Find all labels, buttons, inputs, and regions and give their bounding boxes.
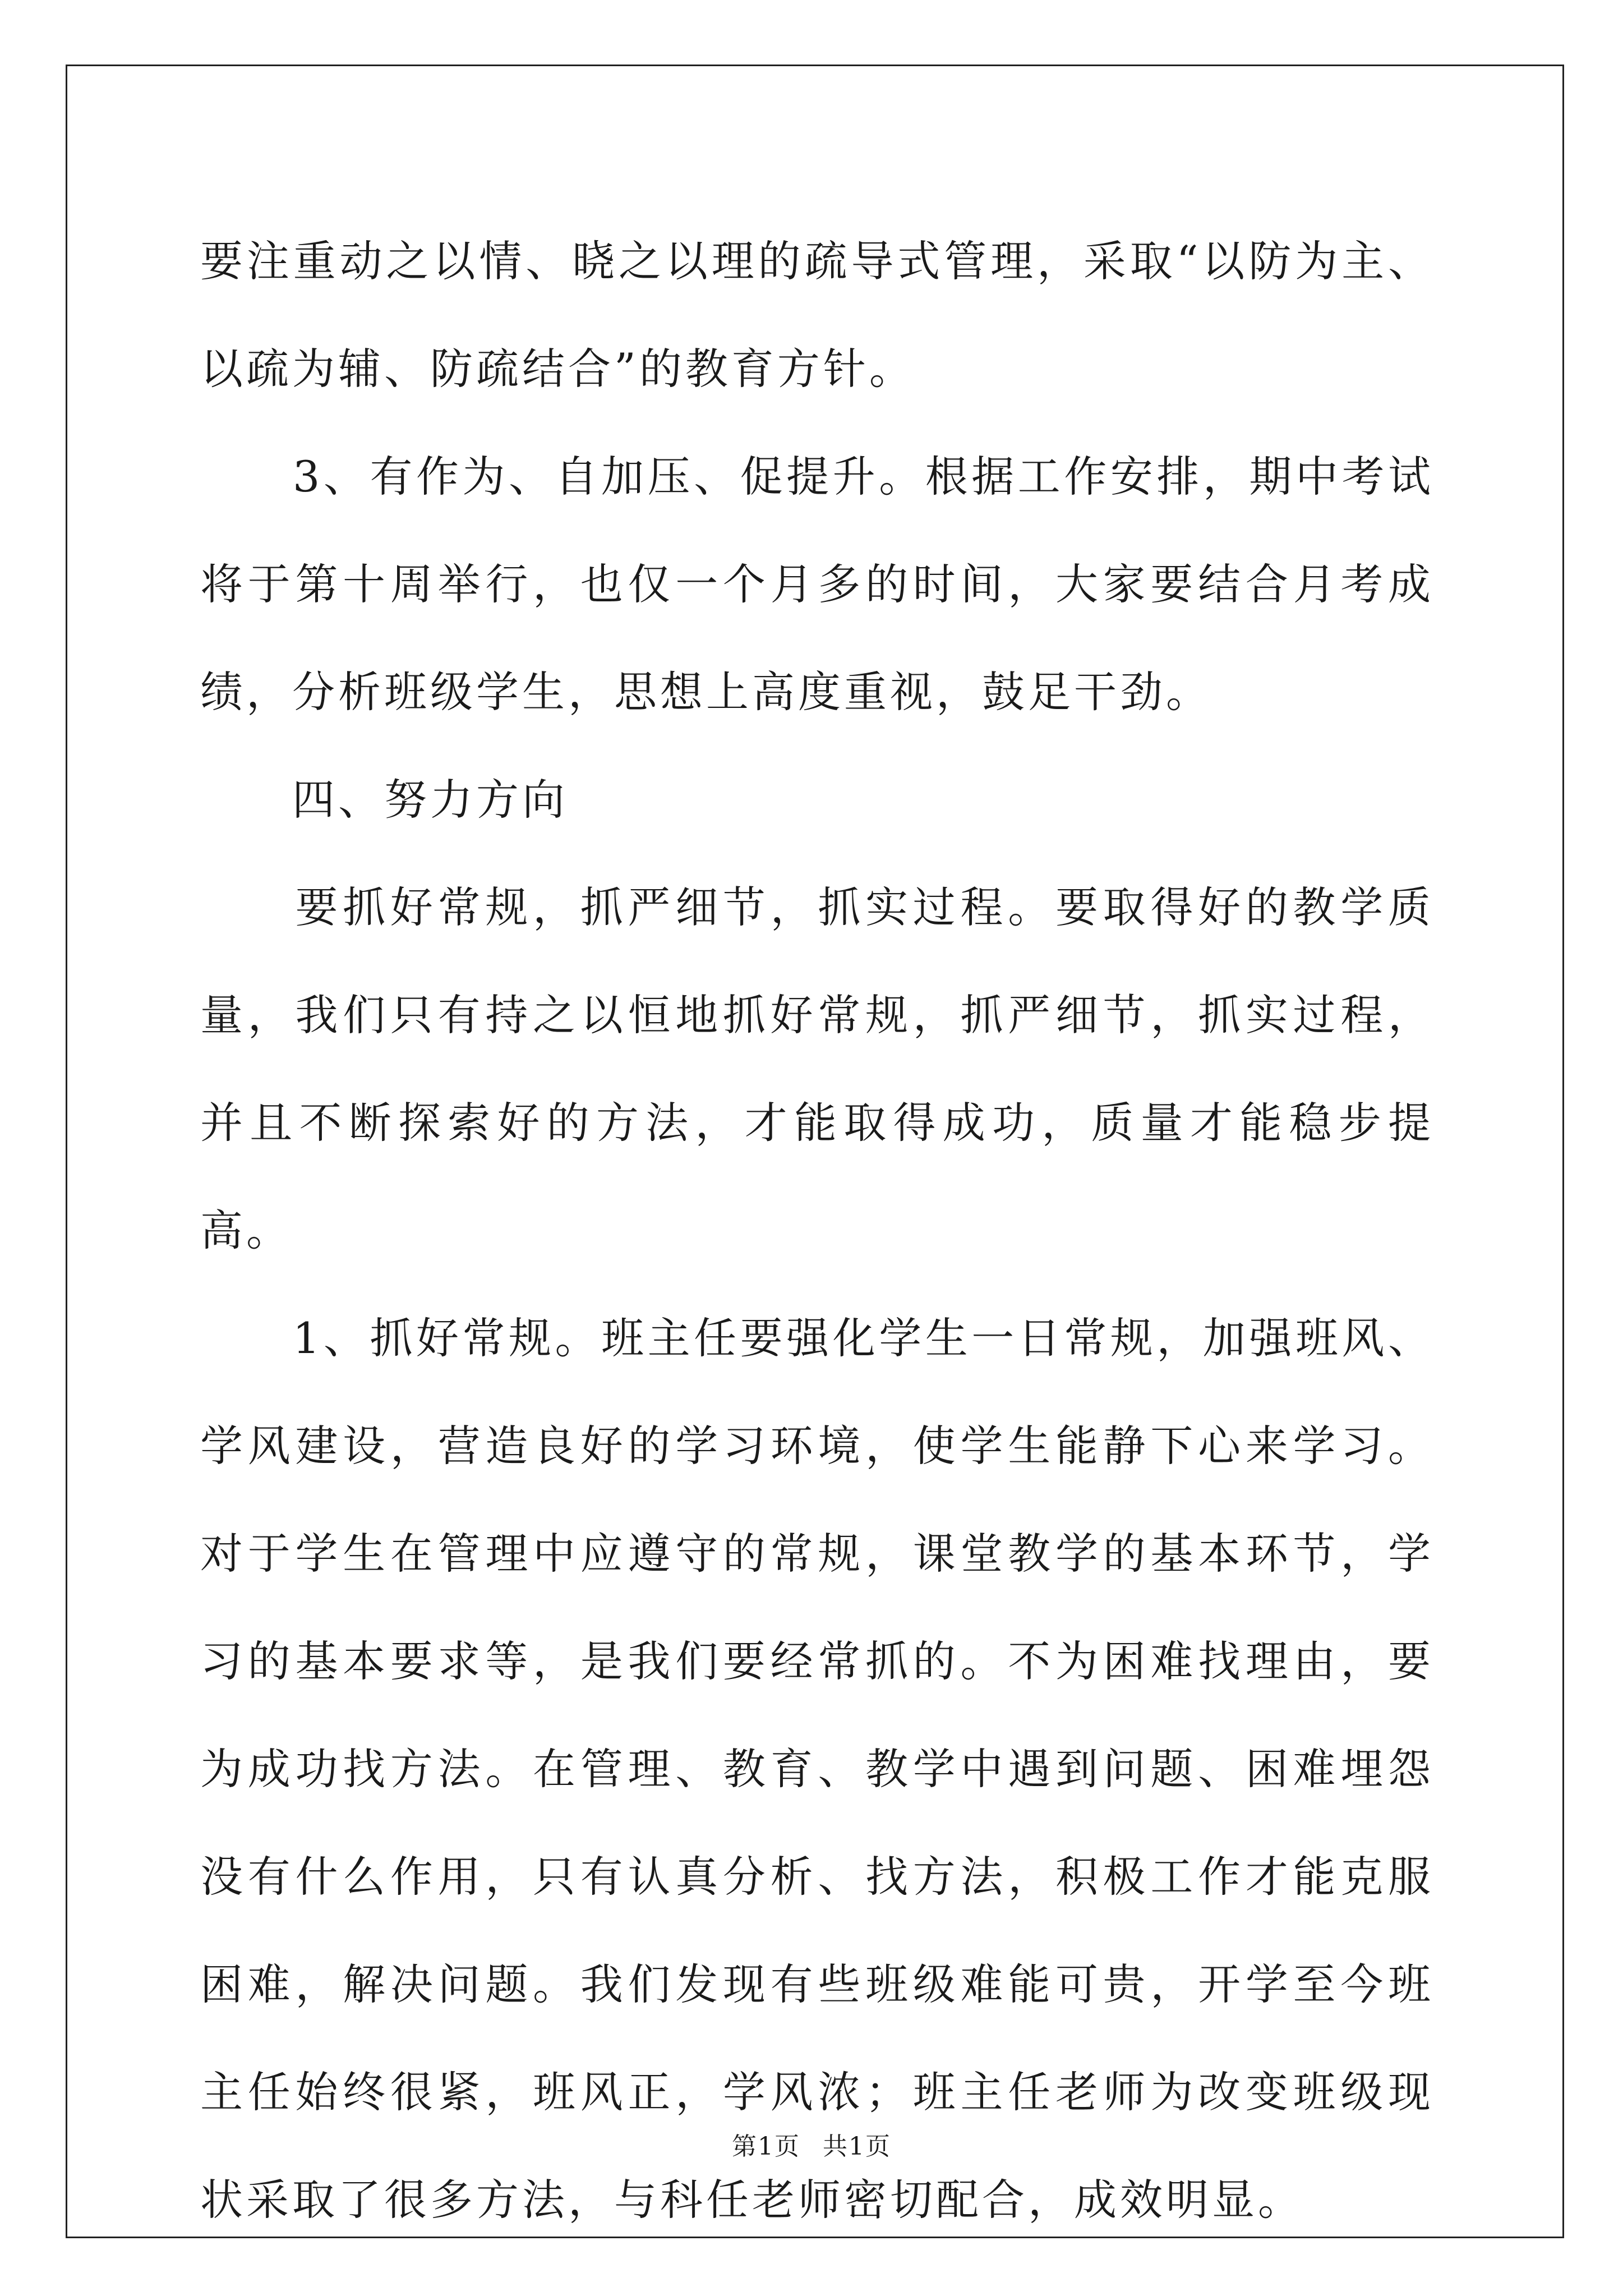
page-number-total: 共1页 xyxy=(823,2132,891,2161)
paragraph: 3、有作为、自加压、促提升。根据工作安排，期中考试将于第十周举行，也仅一个月多的时间，大家要结合月考成绩，分析班级学生，思想上高度重视，鼓足干劲。 xyxy=(200,452,1434,717)
paragraph: 要抓好常规，抓严细节，抓实过程。要取得好的教学质量，我们只有持之以恒地抓好常规，抓严细节，抓实过程，并且不断探索好的方法，才能取得成功，质量才能稳步提高。 xyxy=(200,882,1434,1255)
document-body xyxy=(200,208,1434,2254)
paragraph: 要注重动之以情、晓之以理的疏导式管理，采取“以防为主、以疏为辅、防疏结合”的教育方针。 xyxy=(200,236,1434,394)
paragraph: 1、抓好常规。班主任要强化学生一日常规，加强班风、学风建设，营造良好的学习环境，使学生能静下心来学习。对于学生在管理中应遵守的常规，课堂教学的基本环节，学习的基本要求等，是我们要经常抓的。不为困难找理由，要为成功找方法。在管理、教育、教学中遇到问题、困难埋怨没有什么作用，只有认真分析、找方法，积极工作才能克服困难，解决问题。我们发现有些班级难能可贵，开学至今班主任始终很紧，班风正，学风浓；班主任老师为改变班级现状采取了很多方法，与科任老师密切配合，成效明显。 xyxy=(200,1313,1434,2225)
page-number-current: 第1页 xyxy=(732,2132,800,2161)
section-heading: 四、努力方向 xyxy=(200,775,568,825)
page-footer xyxy=(0,2126,1623,2162)
